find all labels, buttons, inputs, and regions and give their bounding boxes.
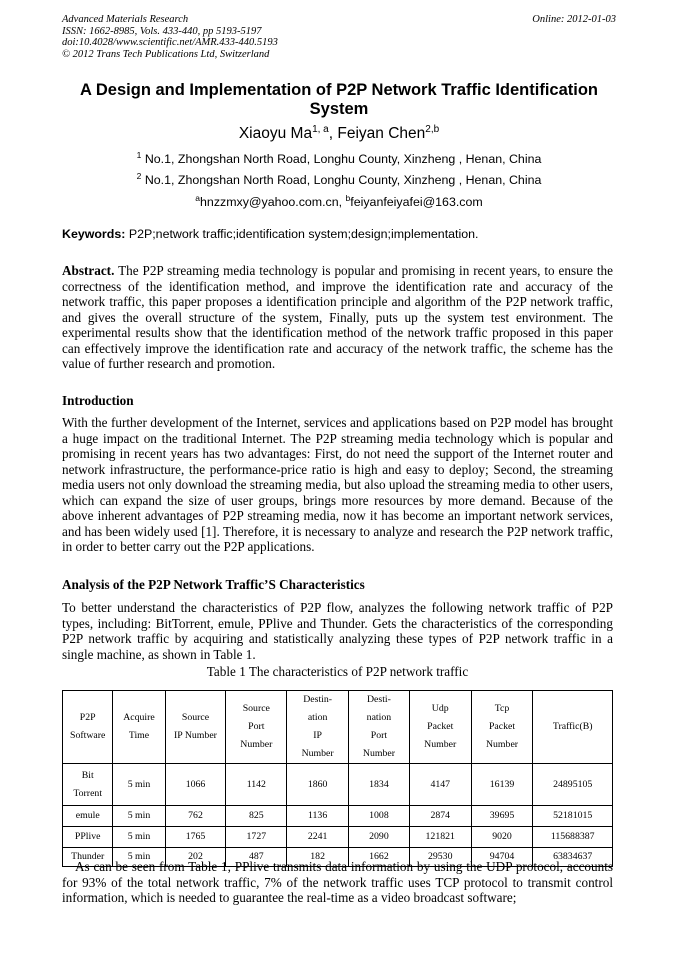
table-header-cell xyxy=(471,691,533,764)
after-table-text: As can be seen from Table 1, PPlive transmits data information by using the UDP protocol, accounts for 93% of the total network traffic, 7% of the network traffic uses TCP protocol to transmit control information, which is needed to guarantee the real-time as a video broadcast software; xyxy=(62,859,613,906)
journal-header xyxy=(62,14,616,60)
header-line: Traffic(B) xyxy=(552,721,593,732)
table-cell: 1136 xyxy=(287,806,349,827)
author-1-name: Xiaoyu Ma xyxy=(238,125,313,143)
header-line: Source xyxy=(242,703,270,714)
header-line: Number xyxy=(485,739,519,750)
affiliation-1 xyxy=(62,150,616,166)
header-line: Number xyxy=(362,748,395,759)
affiliation-2-text: No.1, Zhongshan North Road, Longhu County, Xinzheng , Henan, China xyxy=(144,173,542,188)
header-line: Packet xyxy=(427,721,454,732)
table-cell: 762 xyxy=(165,806,226,827)
paper-title: A Design and Implementation of P2P Network Traffic Identification System xyxy=(80,81,598,118)
abstract-label: Abstract. xyxy=(62,263,115,278)
header-line: Desti- xyxy=(366,694,391,705)
software-cell xyxy=(63,806,113,827)
header-line: Port xyxy=(370,730,388,741)
introduction-text: With the further development of the Internet, services and applications based on P2P model has brought a huge impact on the traditional Internet. The P2P streaming media technology which is popular and promising in recent years has two advantages: First, do not need the support of the Internet router and network infrastructure, the performance-price ratio is high and easy to deploy; Second, the streaming media users not only download the streaming media, but also upload the streaming media to other users, which can expand the size of user groups, brings more resources by more demand. Because of the above inherent advantages of P2P streaming media, now it has become an important network services, and has been widely used [1]. Therefore, it is necessary to analyze and research the P2P network traffic, in order to better carry out the P2P applications. xyxy=(62,415,613,555)
table-cell: 39695 xyxy=(471,806,533,827)
table-row xyxy=(63,764,613,806)
keywords xyxy=(62,227,616,241)
table-cell: 94704 xyxy=(471,848,533,867)
header-line: Number xyxy=(240,739,273,750)
author-line xyxy=(62,124,616,143)
table-cell: 9020 xyxy=(471,827,533,848)
cell-line: Bit xyxy=(81,769,94,781)
cell-line: Torrent xyxy=(73,787,103,799)
table-cell: 487 xyxy=(226,848,287,867)
author-2-sup: 2,b xyxy=(425,124,440,135)
table-header-row xyxy=(63,691,613,764)
table-cell: 1662 xyxy=(349,848,410,867)
email-b-sup: b xyxy=(345,193,351,203)
table-header-cell xyxy=(409,691,471,764)
header-line: nation xyxy=(366,712,392,723)
table-cell: 1066 xyxy=(165,764,226,806)
table-cell: 16139 xyxy=(471,764,533,806)
email-b[interactable]: feiyanfeiyafei@163.com xyxy=(350,195,483,210)
table-cell: 115688387 xyxy=(533,827,613,848)
table-cell: 2874 xyxy=(409,806,471,827)
table-header-cell xyxy=(287,691,349,764)
journal-name: Advanced Materials Research xyxy=(62,14,189,25)
table-cell: 825 xyxy=(226,806,287,827)
table-cell: 2090 xyxy=(349,827,410,848)
table-cell: 5 min xyxy=(113,827,165,848)
abstract-text: The P2P streaming media technology is popular and promising in recent years, to ensure the correctness of the identification method, and improve the identification rate and accuracy of the network traffic, this paper proposes a identification principle and algorithm of the P2P network traffic, and gives the overall structure of the system, Finally, puts up the system test environment. The experimental results show that the identification method of the network traffic proposed in this paper can effectively improve the identification rate and accuracy of the network traffic, the scheme has the value of further research and promotion. xyxy=(62,263,613,372)
table-cell: 4147 xyxy=(409,764,471,806)
header-line: Source xyxy=(181,712,210,723)
analysis-text: To better understand the characteristics of P2P flow, analyzes the following network traffic of P2P types, including: BitTorrent, emule, PPlive and Thunder. Gets the characteristics of the corresponding P2P network traffic by acquiring and statistically analyzing these types of P2P network traffic in a single machine, as shown in Table 1. xyxy=(62,600,613,662)
table-row xyxy=(63,827,613,848)
table-cell: 1727 xyxy=(226,827,287,848)
table-cell: 182 xyxy=(287,848,349,867)
affiliation-1-sup: 1 xyxy=(136,150,142,160)
cell-line: PPlive xyxy=(74,831,101,842)
header-line: P2P xyxy=(79,712,96,723)
table-cell: 5 min xyxy=(113,806,165,827)
author-1-sup: 1, a xyxy=(312,124,329,135)
table-row xyxy=(63,806,613,827)
email-a[interactable]: hnzzmxy@yahoo.com.cn, xyxy=(200,195,346,210)
table-cell: 24895105 xyxy=(533,764,613,806)
header-line: IP xyxy=(313,730,322,741)
affiliation-2 xyxy=(62,171,616,187)
table-header-cell xyxy=(226,691,287,764)
table-cell: 5 min xyxy=(113,764,165,806)
header-line: Destin- xyxy=(303,694,333,705)
table-cell: 5 min xyxy=(113,848,165,867)
table-header-cell xyxy=(63,691,113,764)
keywords-label: Keywords: xyxy=(62,227,126,241)
keywords-text: P2P;network traffic;identification system;design;implementation. xyxy=(128,227,479,241)
author-separator: , xyxy=(328,125,338,143)
affiliation-1-text: No.1, Zhongshan North Road, Longhu County, Xinzheng , Henan, China xyxy=(144,152,542,167)
table-cell: 121821 xyxy=(409,827,471,848)
online-date: Online: 2012-01-03 xyxy=(532,14,616,25)
table-cell: 1834 xyxy=(349,764,410,806)
analysis-heading: Analysis of the P2P Network Traffic’S Characteristics xyxy=(62,577,365,592)
table-caption: Table 1 The characteristics of P2P network traffic xyxy=(206,664,469,679)
header-line: IP Number xyxy=(174,730,217,741)
affiliation-2-sup: 2 xyxy=(136,171,142,181)
header-line: Tcp xyxy=(494,703,510,714)
software-cell xyxy=(63,827,113,848)
cell-line: Thunder xyxy=(71,851,105,862)
table-cell: 63834637 xyxy=(533,848,613,867)
table-header-cell xyxy=(533,691,613,764)
table-body xyxy=(63,764,613,867)
author-emails xyxy=(62,193,616,209)
abstract xyxy=(62,263,613,372)
cell-line: emule xyxy=(75,810,100,821)
table-cell: 1142 xyxy=(226,764,287,806)
table-header-cell xyxy=(113,691,165,764)
issn-line: ISSN: 1662-8985, Vols. 433-440, pp 5193-5197 xyxy=(62,25,262,37)
table-cell: 52181015 xyxy=(533,806,613,827)
header-line: Acquire xyxy=(123,712,155,723)
header-line: Number xyxy=(301,748,334,759)
table-cell: 29530 xyxy=(409,848,471,867)
header-line: Number xyxy=(424,739,457,750)
email-a-sup: a xyxy=(195,193,201,203)
table-header-cell xyxy=(165,691,226,764)
header-line: Packet xyxy=(488,721,516,732)
table-cell: 1765 xyxy=(165,827,226,848)
header-line: Udp xyxy=(431,703,449,714)
table-cell: 1860 xyxy=(287,764,349,806)
doi-line: doi:10.4028/www.scientific.net/AMR.433-440.5193 xyxy=(62,37,278,48)
header-line: Port xyxy=(248,721,265,732)
copyright-line: © 2012 Trans Tech Publications Ltd, Switzerland xyxy=(62,48,270,60)
table-header-cell xyxy=(349,691,410,764)
header-line: Time xyxy=(128,730,150,741)
author-2-name: Feiyan Chen xyxy=(337,125,426,143)
header-line: Software xyxy=(70,730,106,741)
table-cell: 1008 xyxy=(349,806,410,827)
software-cell xyxy=(63,764,113,806)
table-cell: 2241 xyxy=(287,827,349,848)
p2p-traffic-table xyxy=(62,690,613,867)
table-cell: 202 xyxy=(165,848,226,867)
header-line: ation xyxy=(307,712,328,723)
introduction-heading: Introduction xyxy=(62,393,134,408)
